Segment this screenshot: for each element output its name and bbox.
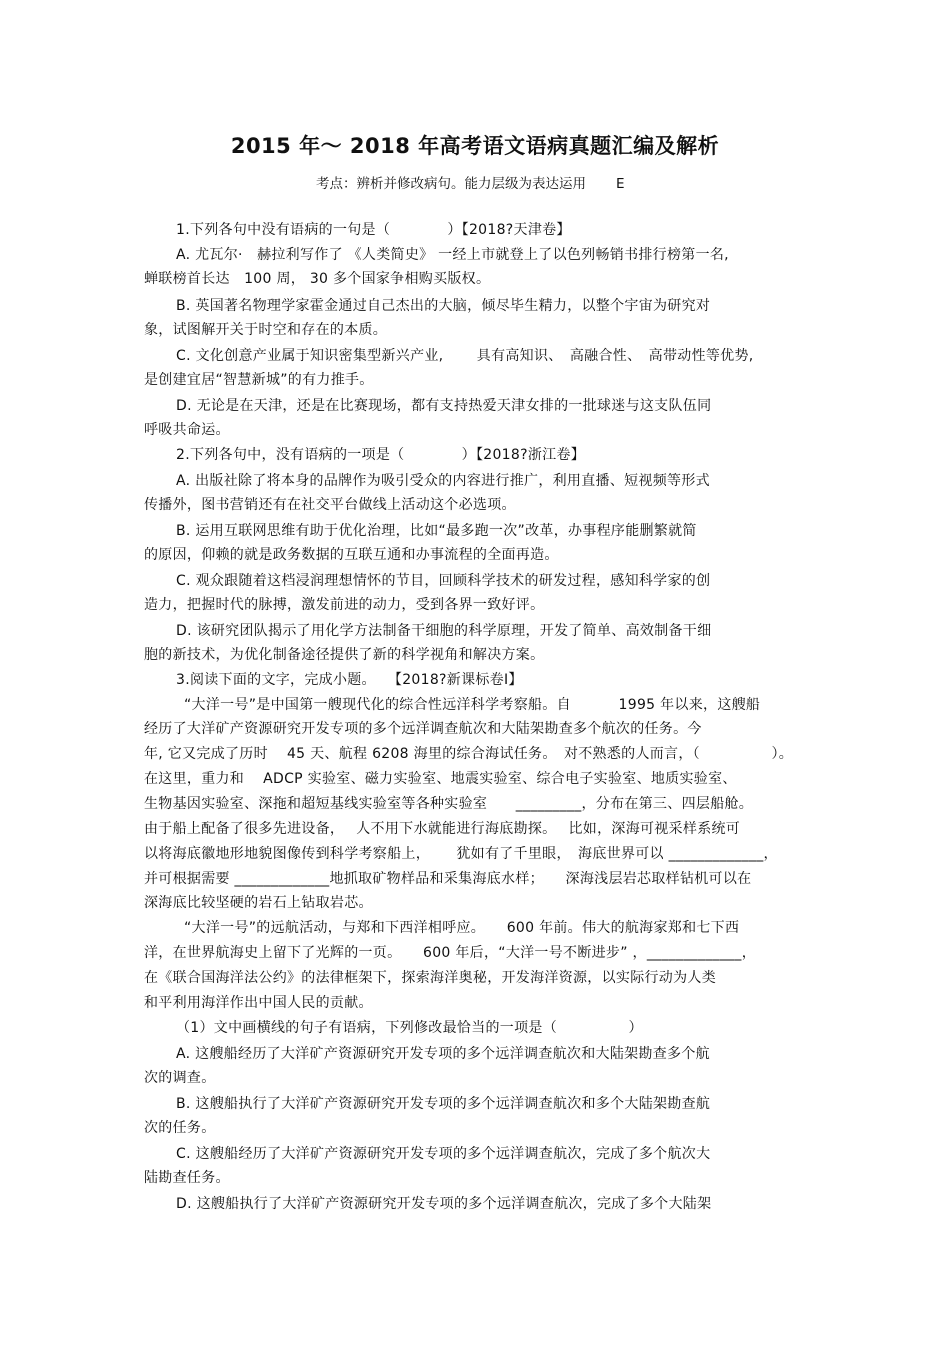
passage-line: 经历了大洋矿产资源研究开发专项的多个远洋调查航次和大陆架勘查多个航次的任务。今 <box>144 721 702 737</box>
option-line: B. 英国著名物理学家霍金通过自己杰出的大脑，倾尽毕生精力，以整个宇宙为研究对 <box>176 298 711 314</box>
question-3-stem: 3.阅读下面的文字，完成小题。 【2018?新课标卷Ⅰ】 <box>176 672 523 688</box>
option-line: A. 这艘船经历了大洋矿产资源研究开发专项的多个远洋调查航次和大陆架勘查多个航 <box>176 1046 710 1062</box>
passage-line: 在这里，重力和 ADCP 实验室、磁力实验室、地震实验室、综合电子实验室、地质实验室、 <box>144 771 737 787</box>
question-2-stem: 2.下列各句中，没有语病的一项是（ ）【2018?浙江卷】 <box>176 447 586 463</box>
passage-line: 并可根据需要 _____________地抓取矿物样品和采集海底水样； 深海浅层岩芯取样钻机可以在 <box>144 871 752 887</box>
page-subtitle <box>316 172 625 192</box>
option-line: 胞的新技术，为优化制备途径提供了新的科学视角和解决方案。 <box>144 647 545 663</box>
passage-line: 和平利用海洋作出中国人民的贡献。 <box>144 995 373 1011</box>
option-line: D. 这艘船执行了大洋矿产资源研究开发专项的多个远洋调查航次，完成了多个大陆架 <box>176 1196 712 1212</box>
option-line: 象，试图解开关于时空和存在的本质。 <box>144 322 388 338</box>
option-line: 造力，把握时代的脉搏，激发前进的动力，受到各界一致好评。 <box>144 597 545 613</box>
option-line: A. 尤瓦尔· 赫拉利写作了 《人类简史》 一经上市就登上了以色列畅销书排行榜第一名, <box>176 247 729 263</box>
question-1-stem: 1.下列各句中没有语病的一句是（ ）【2018?天津卷】 <box>176 222 571 238</box>
page-title: 2015 年～ 2018 年高考语文语病真题汇编及解析 <box>230 134 720 158</box>
option-line: A. 出版社除了将本身的品牌作为吸引受众的内容进行推广，利用直播、短视频等形式 <box>176 473 710 489</box>
option-line: 次的任务。 <box>144 1120 216 1136</box>
option-line: C. 观众跟随着这档浸润理想情怀的节目，回顾科学技术的研发过程，感知科学家的创 <box>176 573 711 589</box>
option-line: D. 该研究团队揭示了用化学方法制备干细胞的科学原理，开发了简单、高效制备干细 <box>176 623 712 639</box>
option-line: D. 无论是在天津，还是在比赛现场，都有支持热爱天津女排的一批球迷与这支队伍同 <box>176 398 712 414</box>
option-line: 陆勘查任务。 <box>144 1170 230 1186</box>
subtitle-text: 考点：辨析并修改病句。能力层级为表达运用 <box>316 176 586 192</box>
option-line: 次的调查。 <box>144 1070 216 1086</box>
passage-line: 洋，在世界航海史上留下了光辉的一页。 600 年后，“大洋一号不断进步” ，_____________， <box>144 945 757 961</box>
option-line: B. 这艘船执行了大洋矿产资源研究开发专项的多个远洋调查航次和多个大陆架勘查航 <box>176 1096 711 1112</box>
passage-line: 在《联合国海洋法公约》的法律框架下，探索海洋奥秘，开发海洋资源，以实际行动为人类 <box>144 970 716 986</box>
option-line: C. 文化创意产业属于知识密集型新兴产业, 具有高知识、 高融合性、 高带动性等优势, <box>176 348 754 364</box>
passage-line: 由于船上配备了很多先进设备， 人不用下水就能进行海底勘探。 比如，深海可视采样系统可 <box>144 821 741 837</box>
option-line: 传播外，图书营销还有在社交平台做线上活动这个必选项。 <box>144 497 516 513</box>
passage-line: 生物基因实验室、深拖和超短基线实验室等各种实验室 _________，分布在第三、四层船舱。 <box>144 796 754 812</box>
passage-line: 年, 它又完成了历时 45 天、航程 6208 海里的综合海试任务。 对不熟悉的人而言，（ ）。 <box>144 746 794 762</box>
passage-line: 以将海底徽地形地貌图像传到科学考察船上， 犹如有了千里眼， 海底世界可以 _____________， <box>144 846 778 862</box>
option-line: 呼吸共命运。 <box>144 422 230 438</box>
subquestion-1-stem: （1）文中画横线的句子有语病，下列修改最恰当的一项是（ ） <box>176 1020 643 1036</box>
subtitle-grade: E <box>616 176 625 192</box>
passage-line: 深海底比较坚硬的岩石上钻取岩芯。 <box>144 895 373 911</box>
option-line: 的原因，仰赖的就是政务数据的互联互通和办事流程的全面再造。 <box>144 547 559 563</box>
option-line: 是创建宜居“智慧新城”的有力推手。 <box>144 372 374 388</box>
passage-line: “大洋一号”的远航活动，与郑和下西洋相呼应。 600 年前。伟大的航海家郑和七下西 <box>184 920 740 936</box>
option-line: B. 运用互联网思维有助于优化治理，比如“最多跑一次”改革，办事程序能删繁就简 <box>176 523 697 539</box>
passage-line: “大洋一号”是中国第一艘现代化的综合性远洋科学考察船。自 1995 年以来，这艘船 <box>184 697 761 713</box>
option-line: C. 这艘船经历了大洋矿产资源研究开发专项的多个远洋调查航次，完成了多个航次大 <box>176 1146 711 1162</box>
option-line: 蝉联榜首长达 100 周， 30 多个国家争相购买版权。 <box>144 271 491 287</box>
